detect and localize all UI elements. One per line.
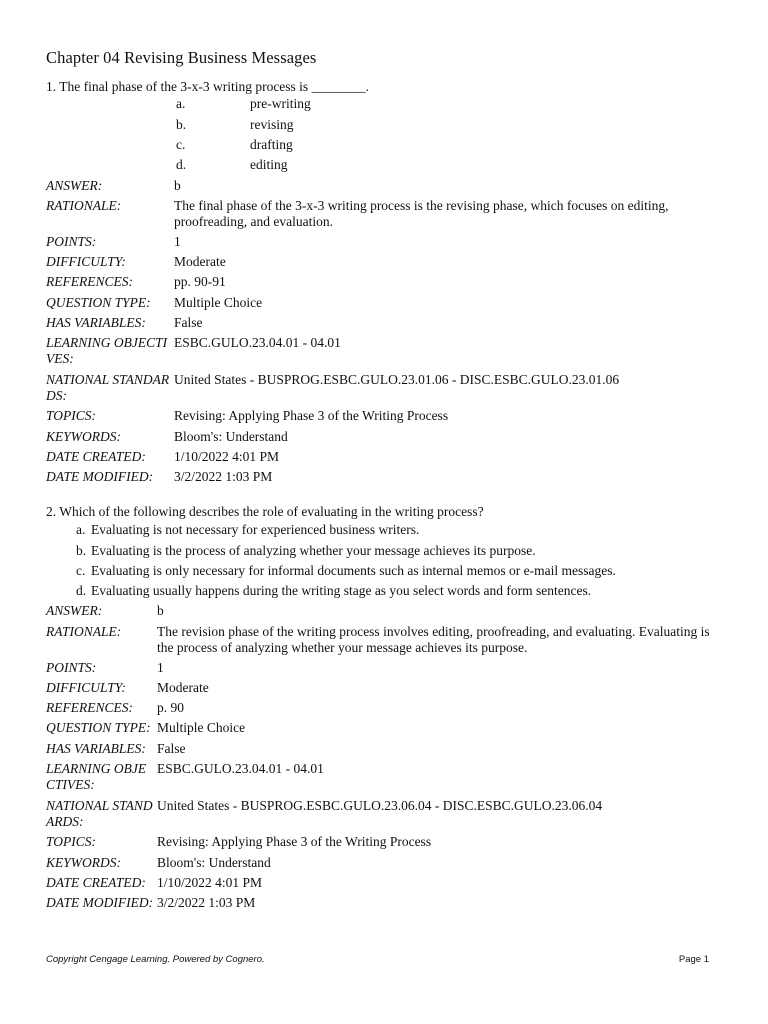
q2-keywords-label: KEYWORDS: [46,855,121,870]
q1-references-value: pp. 90-91 [174,274,226,289]
footer-page-number: Page 1 [678,954,709,965]
q1-option-d-text: editing [250,157,288,172]
q2-references-value: p. 90 [157,700,184,715]
q1-rationale-label: RATIONALE: [46,198,122,213]
page-title: Chapter 04 Revising Business Messages [46,48,317,67]
q2-option-b-text: Evaluating is the process of analyzing whether your message achieves its purpose. [91,543,536,558]
q2-answer-label: ANSWER: [46,603,103,618]
q1-references-label: REFERENCES: [46,274,133,289]
q1-option-a-letter: a. [176,96,186,111]
q2-points-label: POINTS: [46,660,97,675]
q2-date-modified-label: DATE MODIFIED: [46,895,154,910]
q2-topics-value: Revising: Applying Phase 3 of the Writing Process [157,834,432,849]
q1-answer-label: ANSWER: [46,178,103,193]
q1-national-standards-label-cont: DS: [46,388,67,403]
q1-points-value: 1 [174,234,181,249]
footer-copyright: Copyright Cengage Learning. Powered by Cognero. [46,954,265,965]
q2-topics-label: TOPICS: [46,834,97,849]
q2-keywords-value: Bloom's: Understand [157,855,271,870]
q2-date-modified-value: 3/2/2022 1:03 PM [157,895,256,910]
q1-question-type-value: Multiple Choice [174,295,263,310]
q2-learning-objectives-label-cont: CTIVES: [46,777,95,792]
q2-date-created-value: 1/10/2022 4:01 PM [157,875,263,890]
q2-option-a-letter: a. [76,522,86,537]
q1-has-variables-value: False [174,315,203,330]
q2-option-c-letter: c. [76,563,86,578]
q1-answer-value: b [174,178,181,193]
q2-has-variables-label: HAS VARIABLES: [46,741,146,756]
q2-option-d-letter: d. [76,583,87,598]
q1-national-standards-value: United States - BUSPROG.ESBC.GULO.23.01.06 - DISC.ESBC.GULO.23.01.06 [174,372,620,387]
q2-national-standards-value: United States - BUSPROG.ESBC.GULO.23.06.04 - DISC.ESBC.GULO.23.06.04 [157,798,603,813]
question-1-text: 1. The final phase of the 3-x-3 writing process is ________. [46,79,369,94]
q1-option-b-text: revising [250,117,294,132]
q1-learning-objectives-label: LEARNING OBJECTI [46,335,168,350]
q2-learning-objectives-value: ESBC.GULO.23.04.01 - 04.01 [157,761,324,776]
q1-difficulty-value: Moderate [174,254,226,269]
q2-rationale-label: RATIONALE: [46,624,122,639]
q2-answer-value: b [157,603,164,618]
q1-date-modified-value: 3/2/2022 1:03 PM [174,469,273,484]
q2-national-standards-label: NATIONAL STAND [46,798,153,813]
q1-keywords-value: Bloom's: Understand [174,429,288,444]
q2-option-b-letter: b. [76,543,87,558]
q2-references-label: REFERENCES: [46,700,133,715]
q2-question-type-label: QUESTION TYPE: [46,720,151,735]
q1-option-c-text: drafting [250,137,293,152]
q1-points-label: POINTS: [46,234,97,249]
q1-option-a-text: pre-writing [250,96,311,111]
question-2-text: 2. Which of the following describes the role of evaluating in the writing process? [46,504,484,519]
q2-points-value: 1 [157,660,164,675]
q2-date-created-label: DATE CREATED: [46,875,146,890]
q1-learning-objectives-label-cont: VES: [46,351,74,366]
q1-option-c-letter: c. [176,137,186,152]
q1-topics-value: Revising: Applying Phase 3 of the Writing Process [174,408,449,423]
q2-option-a-text: Evaluating is not necessary for experienced business writers. [91,522,420,537]
q1-date-modified-label: DATE MODIFIED: [46,469,154,484]
q2-rationale-value: The revision phase of the writing process involves editing, proofreading, and evaluating. Evaluating is the process of analyzing whether your message achieves its purpose. [157,624,710,655]
q2-national-standards-label-cont: ARDS: [46,814,84,829]
q1-option-d-letter: d. [176,157,187,172]
q2-learning-objectives-label: LEARNING OBJE [46,761,147,776]
q1-keywords-label: KEYWORDS: [46,429,121,444]
q2-question-type-value: Multiple Choice [157,720,246,735]
q2-difficulty-value: Moderate [157,680,209,695]
q1-learning-objectives-value: ESBC.GULO.23.04.01 - 04.01 [174,335,341,350]
q1-option-b-letter: b. [176,117,187,132]
q1-national-standards-label: NATIONAL STANDAR [46,372,170,387]
q2-option-c-text: Evaluating is only necessary for informal documents such as internal memos or e-mail messages. [91,563,616,578]
q1-topics-label: TOPICS: [46,408,97,423]
q2-difficulty-label: DIFFICULTY: [46,680,126,695]
q1-difficulty-label: DIFFICULTY: [46,254,126,269]
q2-option-d-text: Evaluating usually happens during the writing stage as you select words and form sentences. [91,583,592,598]
q1-date-created-value: 1/10/2022 4:01 PM [174,449,280,464]
q1-rationale-value: The final phase of the 3-x-3 writing process is the revising phase, which focuses on editing, proofreading, and evaluation. [174,198,669,229]
q1-question-type-label: QUESTION TYPE: [46,295,151,310]
q1-date-created-label: DATE CREATED: [46,449,146,464]
q1-has-variables-label: HAS VARIABLES: [46,315,146,330]
q2-has-variables-value: False [157,741,186,756]
